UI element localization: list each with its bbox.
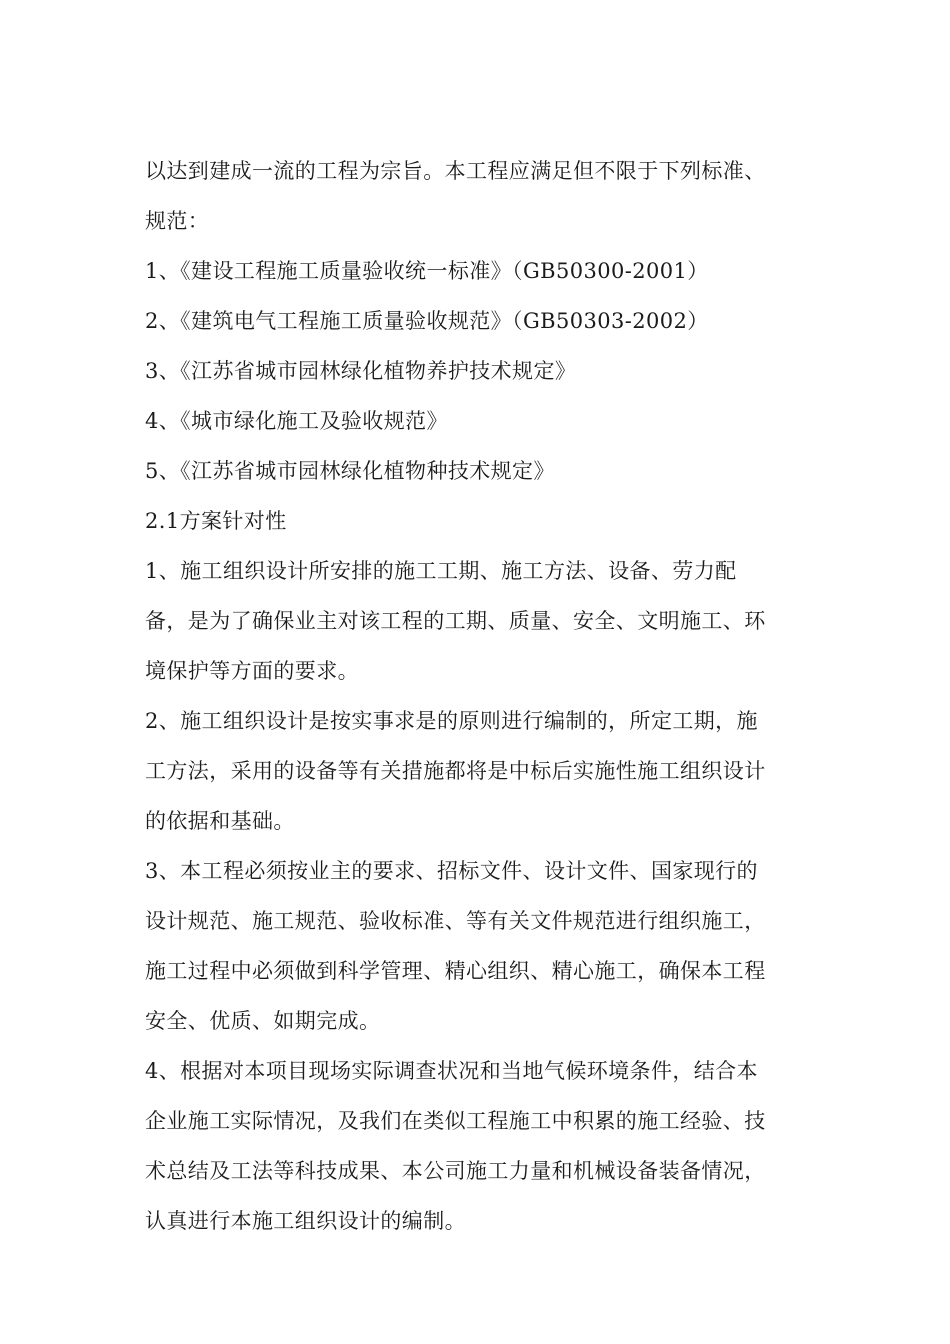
document-body bbox=[145, 146, 810, 1246]
standard-item-2: 2、《建筑电气工程施工质量验收规范》（GB50303-2002） bbox=[145, 309, 709, 333]
text-line: 安全、优质、如期完成。 bbox=[145, 1009, 381, 1033]
text-line: 规范： bbox=[145, 209, 210, 233]
text-line: 的依据和基础。 bbox=[145, 809, 295, 833]
text-line: 施工过程中必须做到科学管理、精心组织、精心施工，确保本工程 bbox=[145, 959, 766, 983]
text-line: 4、根据对本项目现场实际调查状况和当地气候环境条件，结合本 bbox=[145, 1059, 758, 1083]
text-line: 工方法，采用的设备等有关措施都将是中标后实施性施工组织设计 bbox=[145, 759, 766, 783]
standard-item-4: 4、《城市绿化施工及验收规范》 bbox=[145, 409, 448, 433]
text-line: 术总结及工法等科技成果、本公司施工力量和机械设备装备情况， bbox=[145, 1159, 766, 1183]
text-line: 3、本工程必须按业主的要求、招标文件、设计文件、国家现行的 bbox=[145, 859, 758, 883]
standard-item-1: 1、《建设工程施工质量验收统一标准》（GB50300-2001） bbox=[145, 259, 709, 283]
text-line: 2、施工组织设计是按实事求是的原则进行编制的，所定工期，施 bbox=[145, 709, 758, 733]
text-line: 境保护等方面的要求。 bbox=[145, 659, 359, 683]
text-line: 企业施工实际情况，及我们在类似工程施工中积累的施工经验、技 bbox=[145, 1109, 766, 1133]
text-line: 认真进行本施工组织设计的编制。 bbox=[145, 1209, 466, 1233]
text-line: 以达到建成一流的工程为宗旨。本工程应满足但不限于下列标准、 bbox=[145, 159, 766, 183]
standard-item-3: 3、《江苏省城市园林绿化植物养护技术规定》 bbox=[145, 359, 577, 383]
standard-item-5: 5、《江苏省城市园林绿化植物种技术规定》 bbox=[145, 459, 555, 483]
text-line: 1、施工组织设计所安排的施工工期、施工方法、设备、劳力配 bbox=[145, 559, 737, 583]
section-heading: 2.1方案针对性 bbox=[145, 509, 287, 533]
text-line: 备，是为了确保业主对该工程的工期、质量、安全、文明施工、环 bbox=[145, 609, 766, 633]
text-line: 设计规范、施工规范、验收标准、等有关文件规范进行组织施工， bbox=[145, 909, 766, 933]
